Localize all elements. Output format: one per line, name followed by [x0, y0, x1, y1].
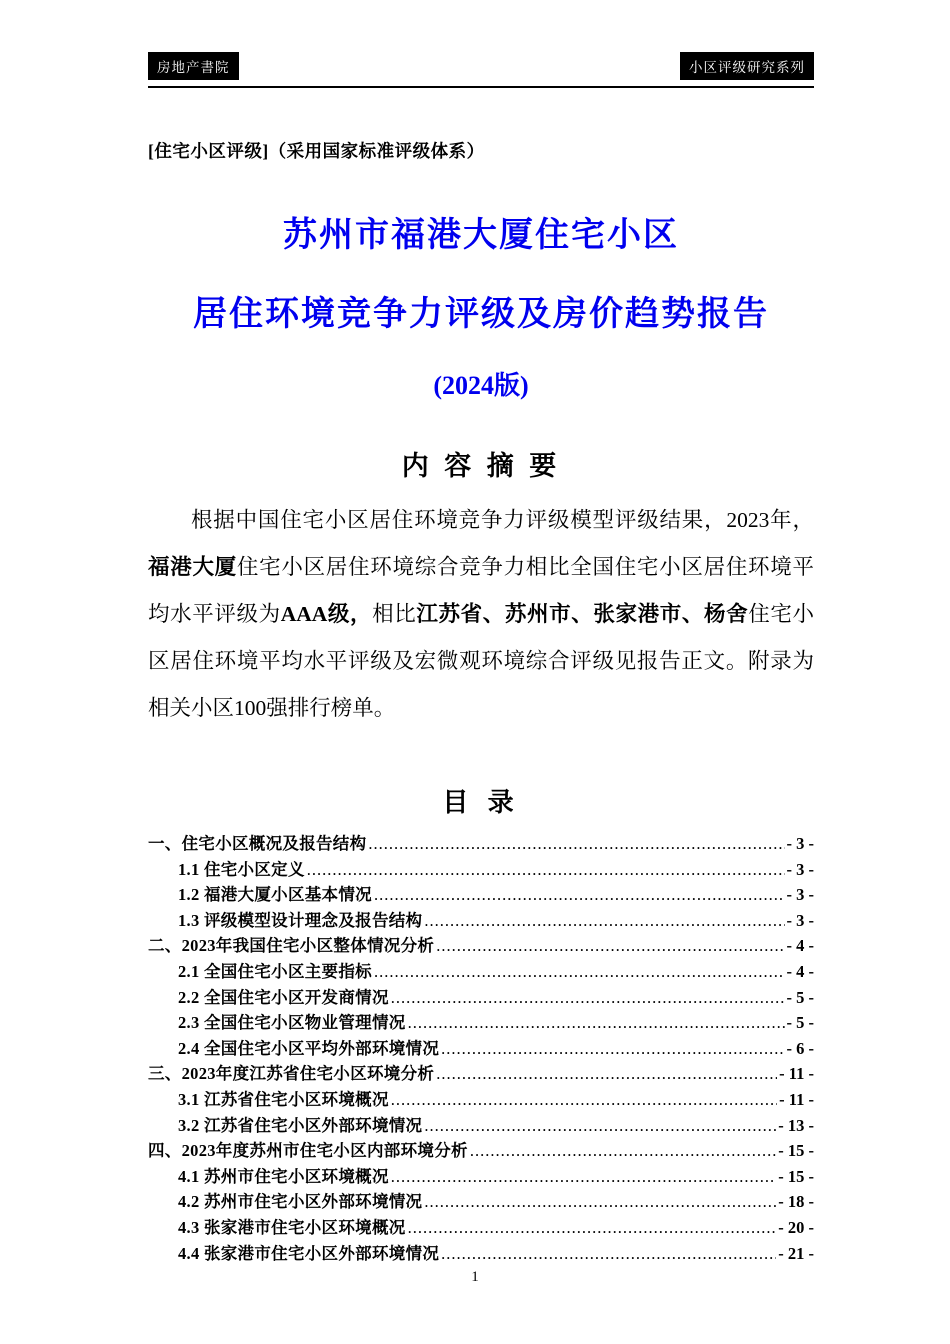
abstract-text: 根据中国住宅小区居住环境竞争力评级模型评级结果，2023年， [191, 508, 814, 532]
abstract-text: 住宅小区居住环境平均水平评级及宏微观环境综合评级见报告正文。附录为相关小区100强排行榜单。 [148, 602, 814, 720]
toc-dots-leader [441, 1036, 784, 1062]
abstract-text-bold: AAA级， [280, 602, 373, 626]
toc-entry[interactable] [148, 985, 814, 1011]
toc-entry[interactable] [148, 933, 814, 959]
toc-entry[interactable] [148, 1061, 814, 1087]
toc-entry[interactable] [148, 1241, 814, 1267]
toc-entry-label: 一、住宅小区概况及报告结构 [148, 834, 367, 853]
toc-dots-leader [436, 933, 784, 959]
abstract-paragraph [148, 497, 814, 732]
toc-page-number: - 5 - [786, 987, 814, 1007]
toc-entry-label: 3.1 江苏省住宅小区环境概况 [178, 1089, 389, 1109]
report-edition: (2024版) [433, 371, 529, 400]
toc-entry-label: 1.1 住宅小区定义 [178, 859, 305, 879]
toc-entry[interactable] [148, 1164, 814, 1190]
toc-heading: 目 录 [442, 787, 520, 817]
toc-entry[interactable] [148, 857, 814, 883]
toc-page-number: - 5 - [786, 1013, 814, 1033]
toc-entry-label: 4.1 苏州市住宅小区环境概况 [178, 1166, 389, 1186]
toc-dots-leader [408, 1215, 777, 1241]
header-left-badge: 房地产書院 [148, 52, 239, 80]
toc-page-number: - 15 - [778, 1141, 814, 1161]
toc-entry-label: 4.2 苏州市住宅小区外部环境情况 [178, 1192, 423, 1212]
toc-dots-leader [424, 1113, 776, 1139]
toc-dots-leader [441, 1241, 776, 1267]
toc-dots-leader [307, 857, 785, 883]
toc-page-number: - 11 - [779, 1064, 814, 1084]
toc-entry-label: 三、2023年度江苏省住宅小区环境分析 [148, 1064, 435, 1084]
toc-dots-leader [368, 831, 784, 857]
toc-page-number: - 21 - [778, 1243, 814, 1263]
toc-dots-leader [424, 908, 784, 934]
toc-page-number: - 4 - [786, 961, 814, 981]
toc-entry[interactable] [148, 1215, 814, 1241]
toc-page-number: - 4 - [786, 936, 814, 956]
title-block [148, 207, 814, 402]
toc-dots-leader [391, 985, 785, 1011]
toc-entry[interactable] [148, 1087, 814, 1113]
toc-dots-leader [424, 1189, 776, 1215]
rating-system-subtitle: [住宅小区评级]（采用国家标准评级体系） [148, 141, 485, 161]
toc-entry-label: 1.3 评级模型设计理念及报告结构 [178, 910, 423, 930]
toc-entry[interactable] [148, 1138, 814, 1164]
toc-dots-leader [374, 959, 785, 985]
report-title-line1: 苏州市福港大厦住宅小区 [283, 217, 679, 254]
toc-dots-leader [391, 1164, 777, 1190]
abstract-text-bold: 福港大厦 [148, 555, 237, 579]
toc-entry-label: 四、2023年度苏州市住宅小区内部环境分析 [148, 1141, 468, 1161]
toc-page-number: - 3 - [786, 885, 814, 905]
toc-page-number: - 3 - [786, 834, 814, 853]
toc-page-number: - 3 - [786, 910, 814, 930]
toc-list [148, 831, 814, 1266]
abstract-text: 相比 [372, 602, 417, 626]
toc-entry-label: 4.3 张家港市住宅小区环境概况 [178, 1217, 406, 1237]
abstract-text-bold: 江苏省、苏州市、张家港市、杨舍 [416, 602, 749, 626]
abstract-heading: 内 容 摘 要 [401, 451, 561, 481]
header-divider [148, 86, 814, 88]
toc-entry[interactable] [148, 1036, 814, 1062]
toc-entry[interactable] [148, 1113, 814, 1139]
page-header [148, 52, 814, 80]
toc-dots-leader [408, 1010, 785, 1036]
toc-entry-label: 4.4 张家港市住宅小区外部环境情况 [178, 1243, 440, 1263]
abstract-text: 住宅小区居住环境综合竞争力相比全国住宅小区居住环境平均水平评级为 [148, 555, 814, 626]
toc-dots-leader [391, 1087, 777, 1113]
toc-entry[interactable] [148, 1010, 814, 1036]
toc-entry-label: 1.2 福港大厦小区基本情况 [178, 885, 372, 905]
toc-page-number: - 15 - [778, 1166, 814, 1186]
toc-dots-leader [470, 1138, 776, 1164]
toc-entry[interactable] [148, 908, 814, 934]
toc-entry-label: 2.1 全国住宅小区主要指标 [178, 961, 372, 981]
toc-page-number: - 18 - [778, 1192, 814, 1212]
toc-page-number: - 13 - [778, 1115, 814, 1135]
toc-page-number: - 6 - [786, 1038, 814, 1058]
toc-entry-label: 2.4 全国住宅小区平均外部环境情况 [178, 1038, 440, 1058]
toc-entry-label: 二、2023年我国住宅小区整体情况分析 [148, 936, 435, 956]
toc-entry-label: 2.2 全国住宅小区开发商情况 [178, 987, 389, 1007]
toc-entry[interactable] [148, 1189, 814, 1215]
toc-dots-leader [374, 882, 785, 908]
toc-page-number: - 11 - [779, 1089, 814, 1109]
toc-entry[interactable] [148, 831, 814, 857]
toc-entry-label: 3.2 江苏省住宅小区外部环境情况 [178, 1115, 423, 1135]
toc-entry[interactable] [148, 959, 814, 985]
toc-dots-leader [436, 1061, 777, 1087]
toc-page-number: - 3 - [786, 859, 814, 879]
report-title-line2: 居住环境竞争力评级及房价趋势报告 [193, 296, 769, 333]
header-right-badge: 小区评级研究系列 [680, 52, 814, 80]
page-number: 1 [471, 1269, 479, 1285]
toc-entry[interactable] [148, 882, 814, 908]
toc-page-number: - 20 - [778, 1217, 814, 1237]
toc-entry-label: 2.3 全国住宅小区物业管理情况 [178, 1013, 406, 1033]
